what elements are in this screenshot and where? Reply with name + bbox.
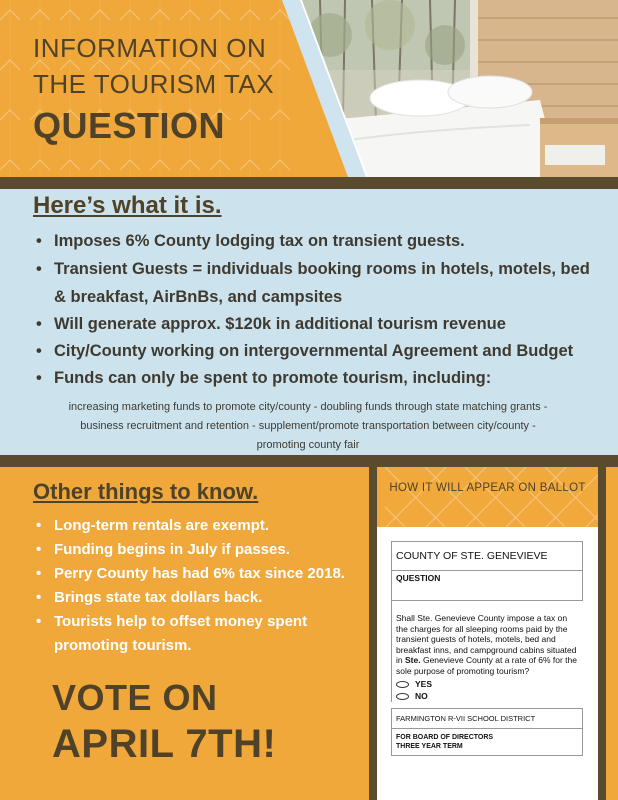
ballot-sheet <box>391 541 583 756</box>
what-it-is-heading: Here’s what it is. <box>33 192 222 219</box>
other-things-list <box>36 514 376 658</box>
list-item: • Transient Guests = individuals booking rooms in hotels, motels, bed & breakfast, AirBnBs, and campsites <box>36 255 606 311</box>
divider-band <box>0 455 618 467</box>
list-item: • Brings state tax dollars back. <box>36 586 376 610</box>
list-item: • Tourists help to offset money spent promoting tourism. <box>36 610 376 658</box>
oval-icon <box>396 681 409 688</box>
vote-callout <box>52 677 276 769</box>
option-no-label: NO <box>415 691 428 701</box>
list-item: • City/County working on intergovernmental Agreement and Budget <box>36 338 606 365</box>
ballot-question-label: QUESTION <box>391 571 583 601</box>
ballot-option-yes <box>391 678 583 690</box>
oval-icon <box>396 693 409 700</box>
header-section <box>0 0 618 177</box>
funds-details-note: increasing marketing funds to promote city/county - doubling funds through state matching grants - business recruitment and retention - supplement/promote transportation between city/county - promoting county fair <box>68 401 548 451</box>
ballot-question-text-bold: Ste. <box>405 655 421 665</box>
list-item: • Long-term rentals are exempt. <box>36 514 376 538</box>
list-item: • Funding begins in July if passes. <box>36 538 376 562</box>
board-line-1: FOR BOARD OF DIRECTORS <box>396 734 494 741</box>
what-it-is-list <box>36 228 606 392</box>
vote-line-2: APRIL 7TH! <box>52 722 277 766</box>
ballot-question-text-before: Shall Ste. Genevieve County impose a tax on the charges for all sleeping rooms paid by the transient guests of hotels, motels, bed and breakfast inns, and campground cabins situated in <box>396 613 577 665</box>
ballot-question-text <box>391 609 583 678</box>
title-line-3: QUESTION <box>33 105 226 146</box>
ballot-question-text-after: Genevieve County at a rate of 6% for the sole purpose of promoting tourism? <box>396 655 578 676</box>
ballot-spacer <box>391 601 583 609</box>
ballot-county: COUNTY OF STE. GENEVIEVE <box>391 541 583 571</box>
ballot-image <box>377 527 598 800</box>
divider-band <box>0 177 618 189</box>
ballot-panel-heading: HOW IT WILL APPEAR ON BALLOT <box>389 482 586 494</box>
page-title <box>33 30 274 150</box>
board-line-2: THREE YEAR TERM <box>396 743 463 750</box>
ballot-board <box>391 729 583 756</box>
list-item: • Funds can only be spent to promote tourism, including: <box>36 365 606 392</box>
list-item: • Imposes 6% County lodging tax on transient guests. <box>36 228 606 255</box>
list-item: • Perry County has had 6% tax since 2018. <box>36 562 376 586</box>
ballot-district: FARMINGTON R-VII SCHOOL DISTRICT <box>391 708 583 729</box>
vote-line-1: VOTE ON <box>52 677 218 718</box>
ballot-option-no <box>391 690 583 702</box>
option-yes-label: YES <box>415 679 433 689</box>
title-line-1: INFORMATION ON <box>33 33 267 63</box>
list-item: • Will generate approx. $120k in additional tourism revenue <box>36 311 606 338</box>
title-line-2: THE TOURISM TAX <box>33 69 275 99</box>
other-things-heading: Other things to know. <box>33 479 259 504</box>
